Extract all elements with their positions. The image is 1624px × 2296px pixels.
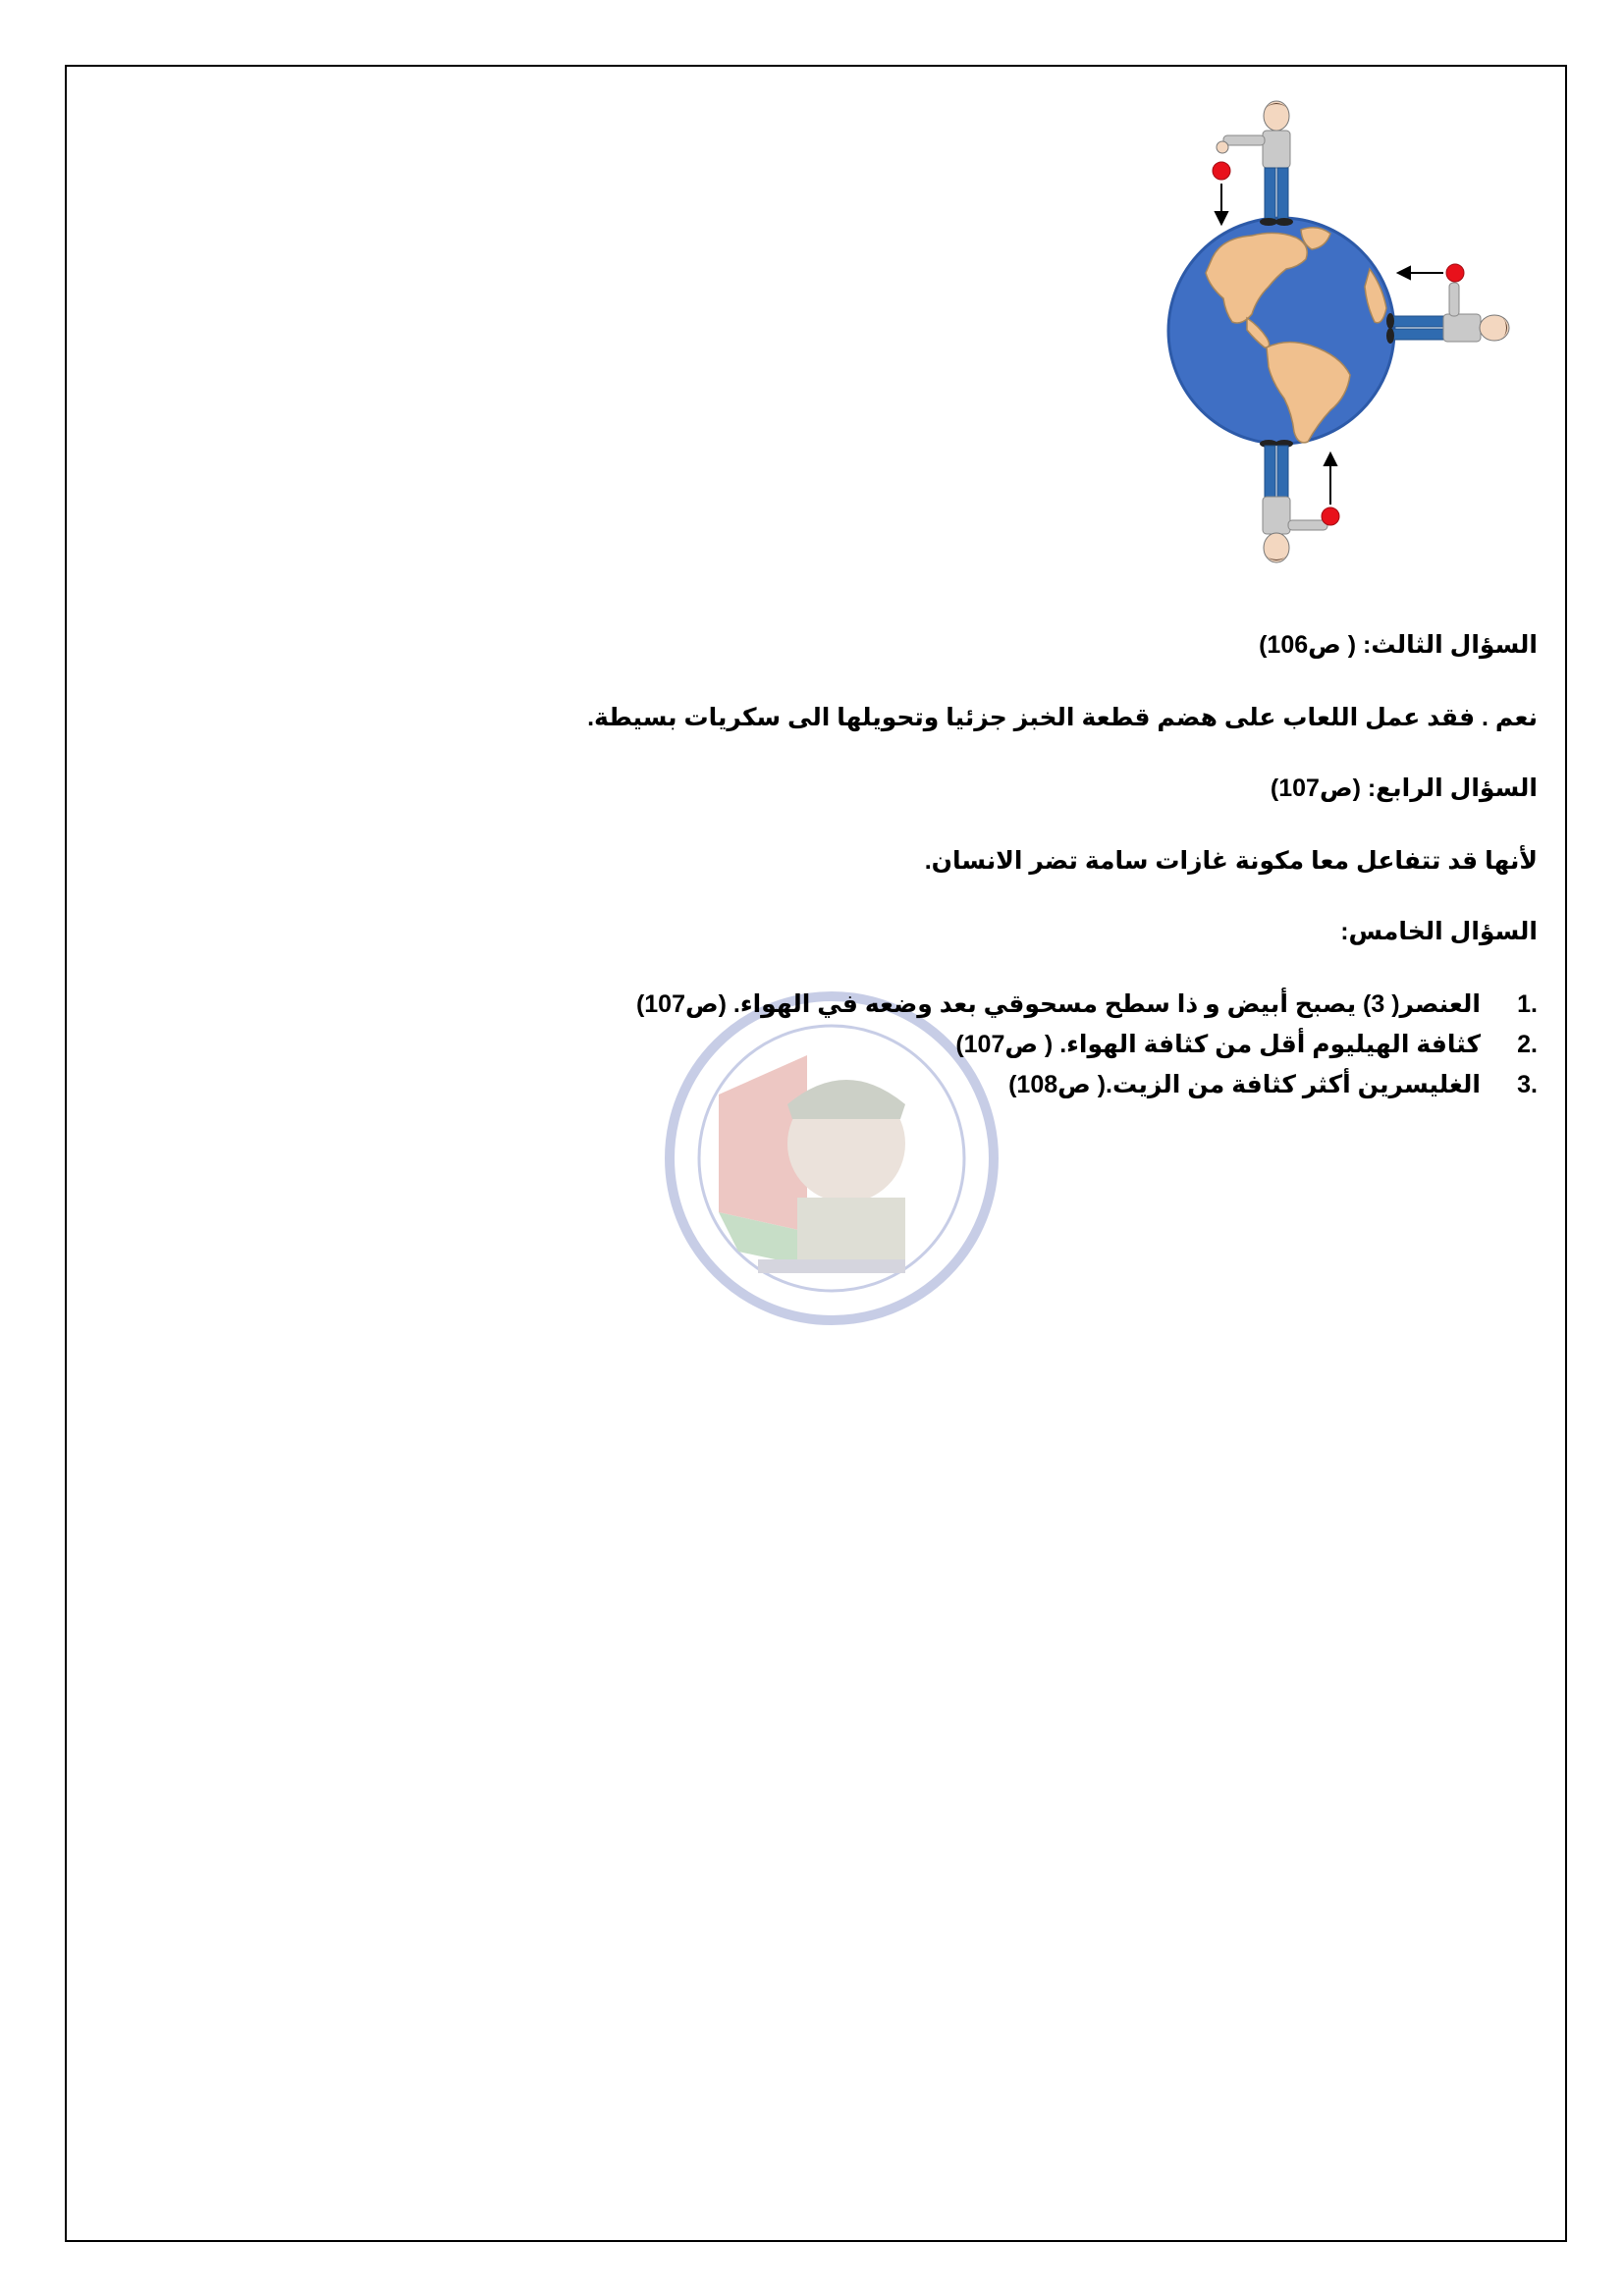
list-item-text: العنصر( 3) يصبح أبيض و ذا سطح مسحوقي بعد وضعه في الهواء. (ص107): [635, 990, 1481, 1018]
red-ball-icon-right: [1446, 264, 1464, 282]
person-icon-bottom: [1260, 440, 1327, 562]
gravity-diagram: [1129, 90, 1551, 601]
list-item-number: 3.: [1517, 1071, 1538, 1098]
list-item-number: 2.: [1517, 1031, 1538, 1058]
question5-answer-list: [636, 985, 1538, 1105]
earth-globe-icon: [1168, 218, 1394, 444]
list-item-text: الغليسرين أكثر كثافة من الزيت.( ص108): [1008, 1071, 1481, 1098]
question4-heading: السؤال الرابع: (ص107): [1270, 774, 1538, 802]
arrow-icon-top: [1216, 184, 1227, 224]
list-item-text: كثافة الهيليوم أقل من كثافة الهواء. ( ص107): [955, 1031, 1481, 1058]
arrow-icon-right: [1398, 267, 1443, 279]
list-item: [636, 985, 1538, 1025]
person-icon-right: [1386, 283, 1509, 344]
list-item: [636, 1065, 1538, 1105]
arrow-icon-bottom: [1325, 454, 1336, 505]
red-ball-icon-top: [1213, 162, 1230, 180]
person-icon-top: [1217, 101, 1293, 226]
question4-answer: لأنها قد تتفاعل معا مكونة غازات سامة تضر الانسان.: [924, 847, 1538, 875]
list-item: [636, 1025, 1538, 1065]
question5-heading: السؤال الخامس:: [1340, 918, 1538, 945]
question3-answer: نعم . فقد عمل اللعاب على هضم قطعة الخبز جزئيا وتحويلها الى سكريات بسيطة.: [587, 704, 1538, 731]
list-item-number: 1.: [1517, 990, 1538, 1018]
red-ball-icon-bottom: [1322, 507, 1339, 525]
question3-heading: السؤال الثالث: ( ص106): [1259, 631, 1538, 659]
